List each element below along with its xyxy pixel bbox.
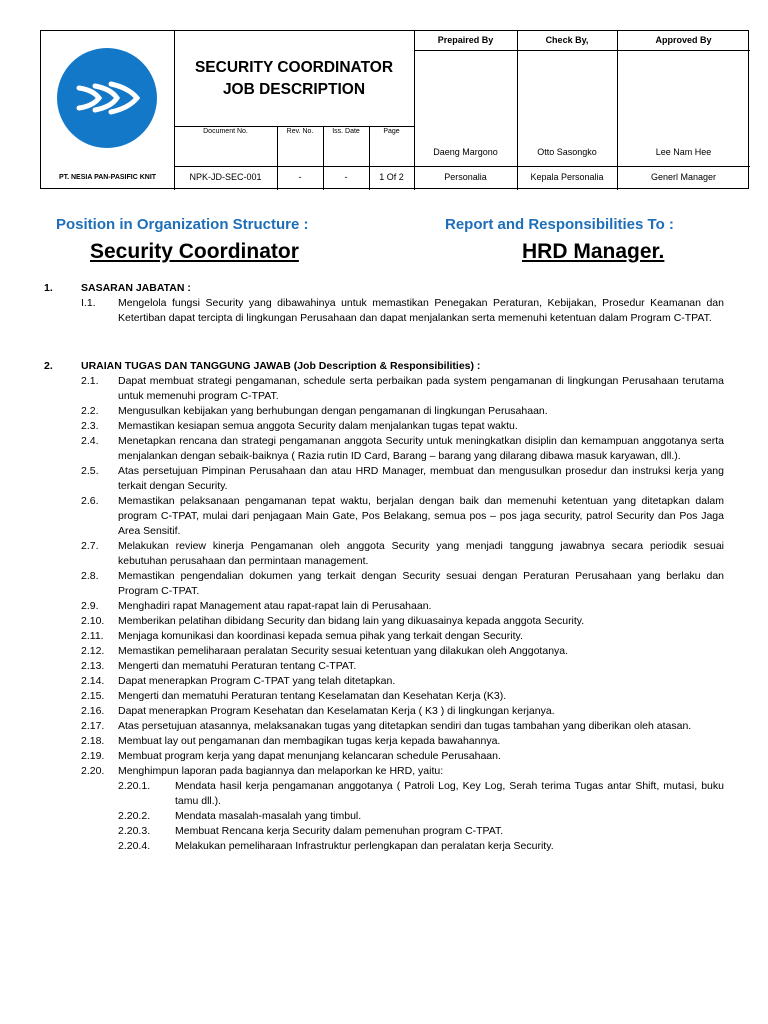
item-text: Memastikan pemeliharaan peralatan Security sesuai ketentuan yang dilakukan oleh Anggotanya.: [118, 645, 569, 657]
section-uraian-tugas: [44, 359, 724, 854]
item-number: 2.16.: [81, 705, 105, 717]
item-text: Memastikan pengendalian dokumen yang terkait dengan Security sesuai dengan Peraturan Perusahaan yang berlaku dan Program C-TPAT.: [118, 570, 724, 597]
approved-by-label: Approved By: [655, 35, 712, 45]
company-logo-cell: [41, 31, 174, 190]
item-number: 2.9.: [81, 600, 99, 612]
item-text: Melakukan review kinerja Pengamanan oleh anggota Security yang menjadi tanggung jawabnya secara periodik sesuai kebutuhan perusahaan dan permintaan management.: [118, 540, 724, 567]
item-number: 2.3.: [81, 420, 99, 432]
doc-no-label: Document No.: [203, 128, 248, 135]
document-title: [174, 57, 414, 101]
list-item: [44, 599, 724, 614]
item-text: Mendata masalah-masalah yang timbul.: [175, 810, 362, 822]
sub-list-item: [44, 779, 724, 809]
item-text: Dapat menerapkan Program C-TPAT yang telah ditetapkan.: [118, 675, 396, 687]
item-text: Melakukan pemeliharaan Infrastruktur perlengkapan dan peralatan kerja Security.: [175, 840, 554, 852]
list-item: [44, 719, 724, 734]
list-item: [44, 614, 724, 629]
approved-by-role: Generl Manager: [650, 172, 717, 182]
item-number: 2.10.: [81, 615, 105, 627]
item-text: Atas persetujuan atasannya, melaksanakan tugas yang ditetapkan sendiri dan tugas tambahan yang diberikan oleh atasan.: [118, 720, 692, 732]
list-item: [44, 749, 724, 764]
section-number: 2.: [44, 360, 53, 372]
item-text: Memastikan kesiapan semua anggota Security dalam menjalankan tugas tepat waktu.: [118, 420, 518, 432]
list-item: [44, 464, 724, 494]
item-text: Menghimpun laporan pada bagiannya dan melaporkan ke HRD, yaitu:: [118, 765, 444, 777]
item-text: Mendata hasil kerja pengamanan anggotanya ( Patroli Log, Key Log, Serah terima Tugas antar Shift, mutasi, buku tamu dll.).: [175, 780, 724, 807]
prepared-by-name: Daeng Margono: [433, 147, 498, 157]
item-text: Dapat membuat strategi pengamanan, schedule serta perbaikan pada system pengamanan di lingkungan Perusahaan terutama untuk memenuhi program C-TPAT.: [118, 375, 724, 402]
doc-no-value: NPK-JD-SEC-001: [189, 172, 262, 182]
check-by-role: Kepala Personalia: [530, 172, 604, 182]
list-item: [44, 494, 724, 539]
list-item: [44, 659, 724, 674]
list-item: [44, 539, 724, 569]
sub-list-item: [44, 809, 724, 824]
list-item: [44, 296, 724, 326]
list-item: [44, 674, 724, 689]
org-structure-value: Security Coordinator: [90, 240, 299, 263]
item-number: 2.14.: [81, 675, 105, 687]
item-number: 2.6.: [81, 495, 99, 507]
item-number: 2.15.: [81, 690, 105, 702]
item-number: 2.20.1.: [118, 780, 151, 792]
section-sasaran-jabatan: [44, 281, 724, 326]
section-title: [44, 281, 724, 296]
list-item: [44, 644, 724, 659]
item-number: 2.2.: [81, 405, 99, 417]
item-text: Mengerti dan mematuhi Peraturan tentang Keselamatan dan Kesehatan Kerja (K3).: [118, 690, 507, 702]
section-title: [44, 359, 724, 374]
item-text: Memastikan pelaksanaan pengamanan tepat waktu, berjalan dengan baik dan memenuhi ketentuan yang ditetapkan dalam program C-TPAT, mulai dari penjagaan Main Gate, Pos Belakang, semua pos – pos jaga security, patrol Security dan Pos Jaga Area Sensitif.: [118, 495, 724, 537]
item-text: Atas persetujuan Pimpinan Perusahaan dan atau HRD Manager, membuat dan mengusulkan prosedur dan instruksi kerja yang terkait dengan Security.: [118, 465, 724, 492]
list-item: [44, 434, 724, 464]
document-header-table: [40, 30, 749, 189]
list-item: [44, 404, 724, 419]
divider: [174, 166, 750, 167]
item-text: Memberikan pelatihan dibidang Security dan bidang lain yang dikuasainya kepada anggota Security.: [118, 615, 585, 627]
page-label: Page: [383, 128, 400, 135]
item-number: I.1.: [81, 297, 96, 309]
list-item: [44, 419, 724, 434]
divider: [174, 126, 414, 127]
item-number: 2.19.: [81, 750, 105, 762]
item-text: Membuat lay out pengamanan dan membagikan tugas kerja kepada bawahannya.: [118, 735, 501, 747]
item-number: 2.8.: [81, 570, 99, 582]
list-item: [44, 704, 724, 719]
prepared-by-label: Prepaired By: [437, 35, 494, 45]
list-item: [44, 569, 724, 599]
check-by-name: Otto Sasongko: [537, 147, 597, 157]
section-heading: SASARAN JABATAN :: [81, 282, 191, 294]
item-number: 2.17.: [81, 720, 105, 732]
iss-date-label: Iss. Date: [332, 128, 360, 135]
item-number: 2.11.: [81, 630, 104, 642]
item-number: 2.4.: [81, 435, 99, 447]
item-text: Mengusulkan kebijakan yang berhubungan dengan pengamanan di lingkungan Perusahaan.: [118, 405, 548, 417]
item-text: Mengerti dan mematuhi Peraturan tentang C-TPAT.: [118, 660, 357, 672]
item-text: Dapat menerapkan Program Kesehatan dan Keselamatan Kerja ( K3 ) di lingkungan kerjanya.: [118, 705, 555, 717]
rev-no-label: Rev. No.: [286, 128, 314, 135]
item-text: Membuat Rencana kerja Security dalam pemenuhan program C-TPAT.: [175, 825, 504, 837]
item-text: Menjaga komunikasi dan koordinasi kepada semua pihak yang terkait dengan Security.: [118, 630, 523, 642]
report-to-label: Report and Responsibilities To :: [445, 216, 674, 233]
item-number: 2.20.: [81, 765, 105, 777]
item-text: Menghadiri rapat Management atau rapat-rapat lain di Perusahaan.: [118, 600, 432, 612]
item-number: 2.7.: [81, 540, 99, 552]
item-number: 2.20.3.: [118, 825, 151, 837]
item-number: 2.12.: [81, 645, 105, 657]
iss-date-value: -: [344, 172, 348, 182]
item-text: Menetapkan rencana dan strategi pengamanan anggota Security untuk meningkatkan disiplin dan kemampuan anggotanya serta menjalankan dengan sebaik-baiknya ( Razia rutin ID Card, Barang – barang yang dilarang dibawa masuk karyawan, dll.).: [118, 435, 724, 462]
item-number: 2.1.: [81, 375, 99, 387]
divider: [414, 50, 750, 51]
company-logo: [57, 48, 157, 148]
section-heading: URAIAN TUGAS DAN TANGGUNG JAWAB (Job Description & Responsibilities) :: [81, 360, 481, 372]
item-number: 2.20.2.: [118, 810, 151, 822]
title-line-2: JOB DESCRIPTION: [222, 81, 366, 98]
logo-chevrons-icon: [57, 48, 157, 148]
page-value: 1 Of 2: [379, 172, 404, 182]
check-by-label: Check By,: [545, 35, 589, 45]
item-number: 2.20.4.: [118, 840, 151, 852]
list-item: [44, 629, 724, 644]
item-text: Membuat program kerja yang dapat menunjang kelancaran schedule Perusahaan.: [118, 750, 501, 762]
rev-no-value: -: [298, 172, 302, 182]
list-item: [44, 374, 724, 404]
item-number: 2.5.: [81, 465, 99, 477]
list-item: [44, 764, 724, 779]
sub-list-item: [44, 839, 724, 854]
org-structure-label: Position in Organization Structure :: [56, 216, 309, 233]
report-to-value: HRD Manager.: [522, 240, 665, 263]
item-text: Mengelola fungsi Security yang dibawahinya untuk memastikan Penegakan Peraturan, Kebijakan, Prosedur Keamanan dan Ketertiban dapat tercipta di lingkungan Perusahaan dan dapat menjalankan serta memenuhi ketentuan dalam Program C-TPAT.: [118, 297, 724, 324]
title-line-1: SECURITY COORDINATOR: [194, 59, 394, 76]
sub-list-item: [44, 824, 724, 839]
item-number: 2.13.: [81, 660, 105, 672]
list-item: [44, 689, 724, 704]
approved-by-name: Lee Nam Hee: [655, 147, 712, 157]
item-number: 2.18.: [81, 735, 105, 747]
section-number: 1.: [44, 282, 53, 294]
list-item: [44, 734, 724, 749]
prepared-by-role: Personalia: [444, 172, 487, 182]
company-name: PT. NESIA PAN-PASIFIC KNIT: [58, 174, 157, 181]
